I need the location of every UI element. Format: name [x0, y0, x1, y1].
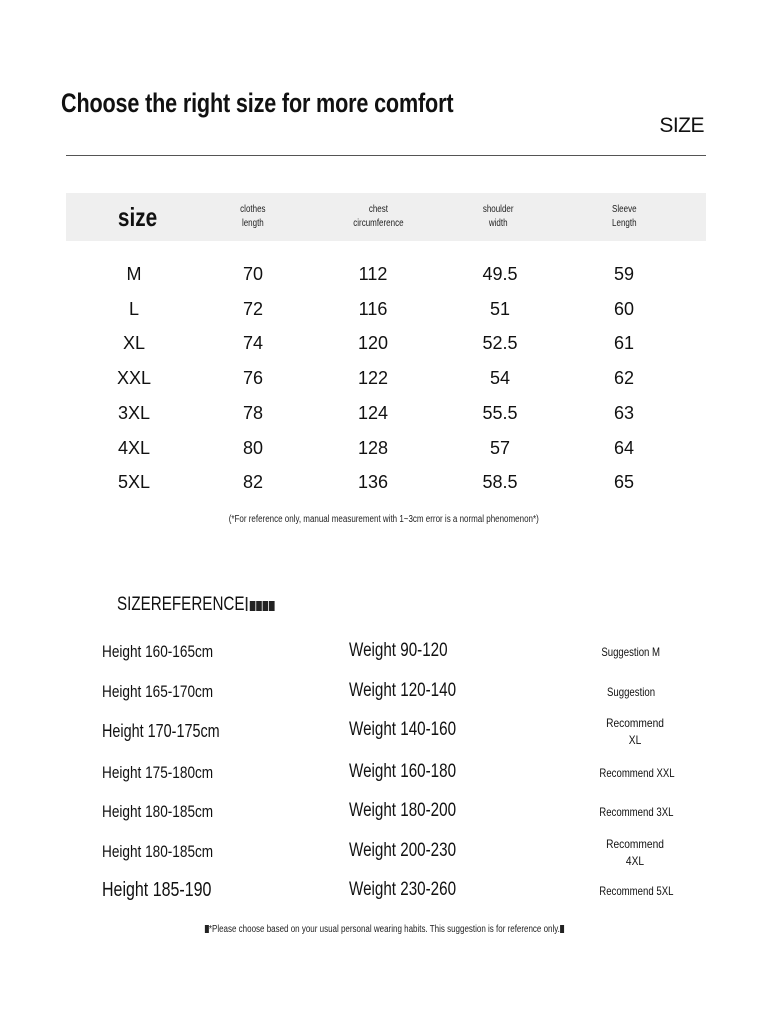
cell-chest-circumference: 122 — [357, 368, 389, 389]
cell-clothes-length: 72 — [242, 298, 264, 319]
cell-chest-circumference: 120 — [357, 333, 389, 354]
measurement-note: (*For reference only, manual measurement with 1~3cm error is a normal phenomenon*) — [229, 514, 539, 525]
cell-clothes-length: 70 — [242, 264, 264, 284]
weight-range: Weight 200-230 — [349, 840, 457, 861]
size-suggestion: Recommend 3XL — [599, 805, 674, 819]
height-range: Height 180-185cm — [102, 802, 214, 821]
height-range: Height 170-175cm — [102, 721, 220, 741]
height-range: Height 180-185cm — [102, 842, 214, 861]
cell-chest-circumference: 116 — [358, 298, 388, 319]
size-label: SIZE — [659, 114, 704, 137]
table-row — [66, 431, 706, 465]
size-suggestion: Suggestion — [606, 685, 656, 699]
weight-range: Weight 160-180 — [349, 761, 457, 782]
table-row — [66, 292, 706, 326]
cell-size: 5XL — [117, 472, 151, 493]
table-row — [66, 257, 706, 291]
cell-chest-circumference: 136 — [357, 472, 389, 493]
table-row — [66, 396, 706, 430]
cell-clothes-length: 80 — [242, 437, 264, 458]
cell-sleeve-length: 61 — [613, 333, 635, 354]
cell-size: XL — [122, 333, 146, 354]
cell-sleeve-length: 62 — [613, 368, 635, 389]
cell-shoulder-width: 51 — [489, 298, 511, 319]
column-header-chest-circumference: chest circumference — [352, 204, 404, 229]
weight-range: Weight 180-200 — [349, 800, 457, 821]
column-header-clothes-length: clothes length — [240, 204, 266, 229]
cell-chest-circumference: 112 — [358, 264, 388, 284]
cell-clothes-length: 76 — [242, 368, 264, 389]
table-row — [66, 326, 706, 360]
cell-shoulder-width: 49.5 — [482, 264, 518, 284]
height-range: Height 175-180cm — [102, 763, 214, 782]
cell-clothes-length: 74 — [242, 333, 264, 354]
height-range: Height 160-165cm — [102, 642, 214, 661]
size-table-header — [66, 193, 706, 241]
size-suggestion: Recommend 4XL — [606, 837, 664, 868]
cell-size: M — [126, 264, 142, 284]
column-header-size: size — [118, 202, 158, 232]
cell-size: 3XL — [117, 402, 151, 423]
cell-shoulder-width: 57 — [489, 437, 511, 458]
divider — [66, 155, 706, 156]
cell-clothes-length: 78 — [242, 402, 264, 423]
cell-sleeve-length: 60 — [613, 298, 635, 319]
cell-shoulder-width: 58.5 — [482, 472, 518, 493]
cell-chest-circumference: 128 — [357, 437, 389, 458]
cell-sleeve-length: 64 — [613, 437, 635, 458]
cell-sleeve-length: 59 — [613, 264, 635, 284]
height-range: Height 185-190 — [102, 879, 212, 901]
weight-range: Weight 140-160 — [349, 719, 457, 740]
column-header-shoulder-width: shoulder width — [482, 204, 514, 229]
page-title: Choose the right size for more comfort — [61, 88, 454, 118]
cell-shoulder-width: 52.5 — [482, 333, 518, 354]
cell-chest-circumference: 124 — [357, 402, 389, 423]
cell-size: XXL — [116, 368, 152, 389]
size-suggestion: Recommend XXL — [599, 766, 675, 780]
table-row — [66, 465, 706, 499]
size-reference-title: SIZEREFERENCE — [117, 594, 314, 616]
column-header-sleeve-length: Sleeve Length — [611, 204, 637, 229]
size-suggestion: Recommend 5XL — [599, 884, 674, 898]
cell-sleeve-length: 63 — [613, 402, 635, 423]
cell-size: 4XL — [117, 437, 151, 458]
table-row — [66, 361, 706, 395]
weight-range: Weight 90-120 — [349, 640, 448, 661]
cell-size: L — [128, 298, 140, 319]
weight-range: Weight 230-260 — [349, 879, 457, 900]
cell-sleeve-length: 65 — [613, 472, 635, 493]
reference-note: *Please choose based on your usual personal wearing habits. This suggestion is for reference only. — [0, 924, 768, 935]
cell-clothes-length: 82 — [242, 472, 264, 493]
size-suggestion: Suggestion M — [601, 645, 661, 659]
cell-shoulder-width: 55.5 — [482, 402, 518, 423]
size-suggestion: Recommend XL — [606, 716, 664, 747]
weight-range: Weight 120-140 — [349, 680, 457, 701]
height-range: Height 165-170cm — [102, 682, 214, 701]
cell-shoulder-width: 54 — [489, 368, 511, 389]
